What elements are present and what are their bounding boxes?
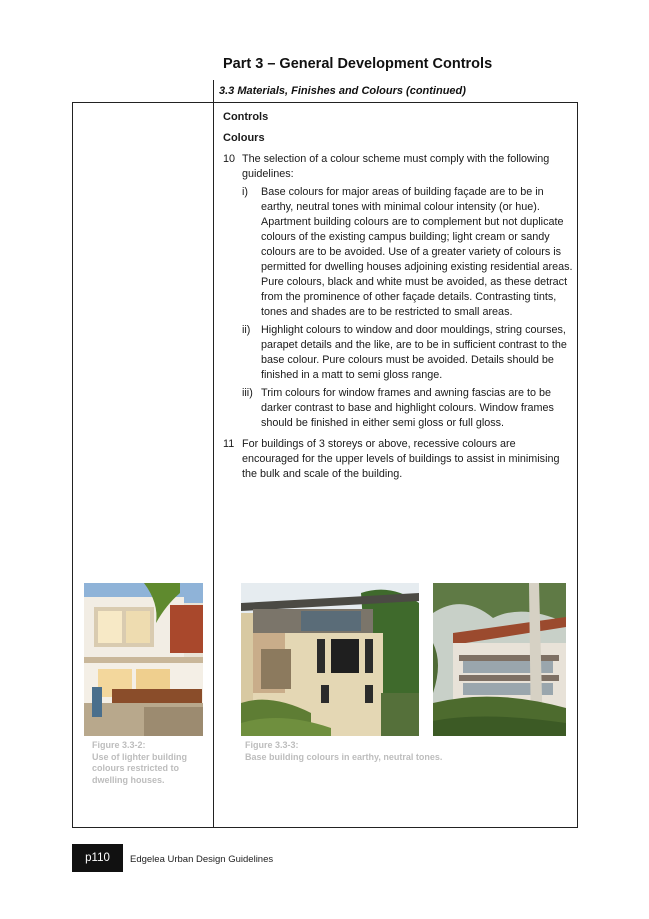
control-item-10 bbox=[223, 152, 573, 431]
building-photo bbox=[241, 583, 419, 736]
guideline-numeral: ii) bbox=[242, 324, 251, 336]
caption-text: Use of lighter building colours restricted to dwelling houses. bbox=[92, 751, 187, 785]
guideline-item bbox=[242, 323, 573, 383]
guideline-text: Highlight colours to window and door mouldings, string courses, parapet details and the like, are to be in sufficient contrast to the base colour. Pure colours must be avoided. Details should be finished in a matt to semi gloss range. bbox=[261, 324, 567, 381]
item-text: The selection of a colour scheme must comply with the following guidelines: bbox=[242, 153, 550, 180]
guideline-numeral: i) bbox=[242, 186, 248, 198]
item-number: 10 bbox=[223, 153, 236, 165]
colours-heading: Colours bbox=[223, 132, 265, 144]
figure-caption-2 bbox=[245, 740, 545, 763]
item-text: For buildings of 3 storeys or above, recessive colours are encouraged for the upper levels of buildings to assist in minimising the bulk and scale of the building. bbox=[242, 438, 560, 480]
guideline-item bbox=[242, 185, 573, 320]
controls-heading: Controls bbox=[223, 111, 269, 123]
control-item-11 bbox=[223, 437, 573, 482]
figure-caption-1 bbox=[92, 740, 202, 786]
column-divider bbox=[213, 102, 214, 828]
controls-content bbox=[223, 110, 573, 482]
header-divider bbox=[213, 80, 214, 103]
house-photo bbox=[84, 583, 203, 736]
guideline-text: Trim colours for window frames and awning fascias are to be darker contrast to base and highlight colours. Window frames should be finished in either semi gloss or full gloss. bbox=[261, 387, 554, 429]
apartment-photo bbox=[433, 583, 566, 736]
page-number: p110 bbox=[72, 844, 123, 872]
guideline-list bbox=[242, 185, 573, 431]
section-title: 3.3 Materials, Finishes and Colours (continued) bbox=[219, 85, 466, 97]
guideline-text: Base colours for major areas of building façade are to be in earthy, neutral tones with minimal colour intensity (or hue). Apartment building colours are to complement but not duplicate colours of the existing campus building; light cream or sandy colours are to be avoided. Use of a greater variety of colours is permitted for dwelling houses adjoining existing residential areas. Pure colours, black and white must be avoided, as these detract from the prominence of other façade details. Contrasting tints, tones and shades are to be restricted to small areas. bbox=[261, 186, 573, 318]
guideline-numeral: iii) bbox=[242, 387, 253, 399]
caption-title: Figure 3.3-3: bbox=[245, 740, 299, 750]
caption-title: Figure 3.3-2: bbox=[92, 740, 146, 750]
guideline-item bbox=[242, 386, 573, 431]
caption-text: Base building colours in earthy, neutral tones. bbox=[245, 751, 443, 762]
item-number: 11 bbox=[223, 438, 235, 450]
document-title: Edgelea Urban Design Guidelines bbox=[130, 854, 274, 865]
page-title: Part 3 – General Development Controls bbox=[223, 56, 493, 72]
